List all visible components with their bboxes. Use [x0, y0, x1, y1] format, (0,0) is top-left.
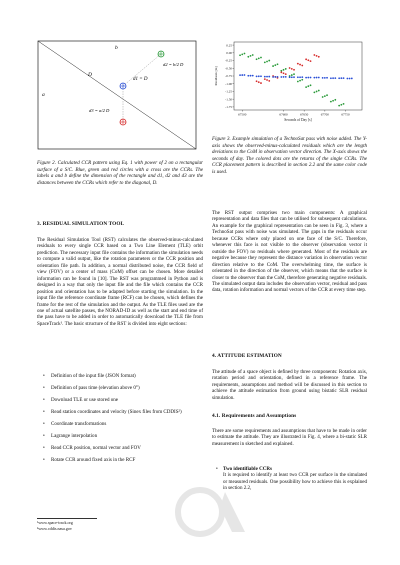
data-point: [299, 80, 301, 82]
data-point: [326, 94, 328, 96]
label-b: b: [115, 45, 118, 51]
data-point: [291, 74, 293, 76]
data-point: [322, 96, 324, 98]
data-point: [293, 69, 295, 71]
y-tick-label: -0.25: [225, 58, 232, 63]
y-tick-label: -0.50: [225, 66, 232, 71]
watermark-logo: [170, 482, 260, 542]
ccr-red: [120, 119, 126, 125]
data-point: [301, 76, 303, 78]
data-point: [244, 74, 246, 76]
data-point: [239, 54, 241, 56]
y-tick-label: -1.25: [225, 89, 232, 94]
data-point: [332, 100, 334, 102]
data-point: [272, 76, 274, 78]
data-point: [283, 72, 285, 74]
data-point: [307, 85, 309, 87]
bullet-text: It is required to identify at least two CCR per surface in the simulated or measured residuals. One possibility how to achieve this is explained in section 2.2,: [223, 472, 367, 492]
data-point: [274, 76, 276, 78]
data-point: [316, 77, 318, 79]
data-point: [268, 80, 270, 82]
data-point: [297, 63, 299, 65]
y-tick-label: -0.75: [225, 74, 232, 79]
label-D: D: [88, 72, 92, 78]
data-point: [293, 76, 295, 78]
list-item: • Coordinate transformations: [42, 421, 200, 427]
data-point: [266, 76, 268, 78]
data-point: [264, 61, 266, 63]
data-point: [277, 76, 279, 78]
data-point: [322, 77, 324, 79]
data-point: [334, 77, 336, 79]
data-point: [347, 78, 349, 80]
data-point: [318, 77, 320, 79]
data-point: [252, 54, 254, 56]
data-point: [283, 76, 285, 78]
data-point: [260, 75, 262, 77]
data-point: [260, 82, 262, 84]
bullet-title: Two identifiable CCRs: [223, 466, 272, 472]
data-point: [291, 68, 293, 70]
figure-2-caption: Figure 2. Calculated CCR pattern using Eq. 1 with power of 2 on a rectangular surface of a S/C. Blue, green and red circles with a cross are the CCRs. The labels a and b define the dimension of the rectangle and d1, d2 and d3 are the distances between the CCRs which refer to the diagonal, D.: [37, 160, 203, 186]
data-point: [268, 60, 270, 62]
ccr-blue: [120, 83, 126, 89]
data-point: [310, 84, 312, 86]
data-point: [256, 75, 258, 77]
data-point: [340, 104, 342, 106]
y-tick-label: 0.00: [226, 51, 232, 56]
rst-section-list: [42, 373, 200, 469]
data-point: [247, 56, 249, 58]
y-tick-label: -1.75: [225, 105, 232, 110]
data-point: [241, 74, 243, 76]
data-point: [268, 76, 270, 78]
data-point: [258, 81, 260, 83]
rst-output-paragraph: The RST output comprises two main components: A graphical representation and data files that can be utilised for subsequent calculations. An example for the graphical representation can be seen in Fig. 3, where a TechnoSat pass with noise was simulated. The gaps in the residuals occur because CCRs where only placed on one face of the S/C. Therefore, whenever this face is not visible to the observer (observation vector it outside the FOV) no residuals where generated. Most of the residuals are negative because they represent the distance variation in observation vector direction relative to the CoM. The overwhelming time, the surface is orientated in the direction of the observer, which means that the surface is closer to the observer than the CoM, therefore generating negative residuals. The simulated output data includes the observation vector, residual and pass data, rotation information and normal vectors of the CCR at every time step.: [212, 210, 367, 294]
data-point: [280, 76, 282, 78]
data-point: [299, 64, 301, 66]
y-axis-label: Residuals [m]: [214, 66, 218, 86]
data-point: [297, 76, 299, 78]
footnote-rule: [37, 518, 97, 519]
data-point: [340, 77, 342, 79]
data-point: [301, 65, 303, 67]
data-point: [305, 77, 307, 79]
data-point: [280, 71, 282, 73]
data-point: [351, 78, 353, 80]
data-point: [256, 80, 258, 82]
footnote-1: ¹www.space-track.org: [37, 520, 73, 525]
data-point: [343, 103, 345, 105]
data-point: [280, 70, 282, 72]
label-d3: d3 = a/2 D: [89, 108, 110, 113]
data-point: [338, 105, 340, 107]
x-tick-label: 67700: [320, 112, 329, 117]
section-3-paragraph: The Residual Simulation Tool (RST) calculates the observed-minus-calculated residuals to every single CCR based on a Two Line Element (TLE) orbit prediction. The necessary input file contains the information the simulation needs to compute a valid output, like the rotation parameters or the CCR position and orientation file path. In addition, a normal distributed noise, the CCR field of view (FOV) or a center of mass (CoM) offset can be chosen. More detailed information can be found in [10]. The RST was programmed in Python and is designed in a way that only the input file and the file which contains the CCR position and orientation has to be adapted before starting the simulation. In the input file the reference coordinate frame (RCF) can be chosen, which defines the frame for the rest of the simulation and the output. As the TLE files used are the one of actual satellite passes, the NORAD-ID as well as the start and end time of the pass have to be added in order to automatically download the TLE file from SpaceTrack¹. The basic structure of the RST is divided into eight sections:: [37, 237, 203, 327]
ccr-green: [158, 51, 164, 57]
diagonal-line: [38, 41, 196, 149]
label-a: a: [42, 92, 45, 98]
data-point: [244, 53, 246, 55]
list-item: • Read CCR position, normal vector and FOV: [42, 445, 200, 451]
data-point: [274, 64, 276, 66]
section-4-heading: 4. ATTITUDE ESTIMATION: [212, 353, 282, 359]
data-point: [293, 73, 295, 75]
data-point: [289, 76, 291, 78]
data-point: [332, 77, 334, 79]
data-point: [291, 76, 293, 78]
data-point: [285, 76, 287, 78]
data-point: [299, 76, 301, 78]
data-point: [289, 67, 291, 69]
section-4-1-paragraph: There are some requirements and assumptions that have to be made in order to estimate the attitude. They are illustrated in Fig. 4, where a bi-static SLR measurement in sketched and explained.: [212, 428, 367, 447]
data-point: [305, 86, 307, 88]
figure-3-caption: Figure 3. Example simulation of a TechnoSat pass with noise added. The Y-axis shows the observed-minus-calculated residuals which are the length deviations to the CoM in observation vector direction. The X-axis shows the seconds of day. The colored dots are the returns of the single CCRs. The CCR placement pattern is described in section 2.2 and the same color code is used.: [212, 136, 367, 175]
y-tick-label: -1.50: [225, 97, 232, 102]
data-point: [266, 79, 268, 81]
section-4-paragraph: The attitude of a space object is defined by three components: Rotation axis, rotation period and orientation, defined in a reference frame. The requirements, assumptions and method will be discussed in this section to achieve the attitude estimation from ground using bistatic SLR residual simulation.: [212, 369, 367, 401]
data-point: [330, 77, 332, 79]
data-point: [301, 79, 303, 81]
data-point: [307, 77, 309, 79]
data-point: [307, 59, 309, 61]
data-point: [305, 58, 307, 60]
y-tick-label: -1.00: [225, 81, 232, 86]
x-tick-label: 67500: [238, 112, 247, 117]
data-point: [316, 55, 318, 57]
data-point: [283, 69, 285, 71]
x-tick-label: 67650: [300, 112, 309, 117]
data-point: [330, 101, 332, 103]
data-point: [256, 58, 258, 60]
data-point: [316, 91, 318, 93]
data-point: [264, 76, 266, 78]
data-point: [252, 75, 254, 77]
list-item: • Rotate CCR around fixed axis in the RCF: [42, 457, 200, 463]
data-point: [266, 61, 268, 63]
figure-3-residual-plot: [212, 38, 367, 130]
data-point: [313, 91, 315, 93]
section-4-1-heading: 4.1. Requirements and Assumptions: [212, 413, 297, 419]
data-point: [318, 90, 320, 92]
data-point: [310, 60, 312, 62]
requirement-bullet: • Two identifiable CCRs It is required to identify at least two CCR per surface in the simulated or measured residuals. One possibility how to achieve this is explained in section 2.2,: [216, 466, 367, 492]
data-point: [250, 55, 252, 57]
footnote-2: ²www.cddis.nasa.gov: [37, 526, 72, 531]
label-d1: d1 = D: [133, 77, 148, 82]
data-point: [318, 56, 320, 58]
list-item: • Download TLE or use stored one: [42, 397, 200, 403]
data-point: [349, 78, 351, 80]
list-item: • Definition of pass time (elevation above 0°): [42, 385, 200, 391]
data-point: [334, 99, 336, 101]
x-tick-label: 67600: [279, 112, 288, 117]
data-point: [313, 77, 315, 79]
data-point: [313, 54, 315, 56]
data-point: [239, 74, 241, 76]
data-point: [258, 75, 260, 77]
x-tick-label: 67750: [341, 112, 350, 117]
section-3-heading: 3. RESIDUAL SIMULATION TOOL: [37, 221, 125, 227]
data-point: [258, 57, 260, 59]
data-point: [277, 63, 279, 65]
figure-2-ccr-pattern: [37, 40, 197, 150]
data-point: [241, 53, 243, 55]
data-point: [338, 77, 340, 79]
data-point: [310, 77, 312, 79]
list-item: • Definition of the input file (JSON format): [42, 373, 200, 379]
data-point: [260, 57, 262, 59]
data-point: [285, 73, 287, 75]
data-point: [326, 77, 328, 79]
list-item: • Lagrange interpolation: [42, 433, 200, 439]
label-d2: d2 = b/2 D: [163, 62, 184, 67]
list-item: • Read station coordinates and velocity (Sinex files from CDDIS²): [42, 409, 200, 415]
y-tick-label: 0.25: [226, 43, 232, 48]
data-point: [247, 75, 249, 77]
data-point: [272, 65, 274, 67]
data-point: [343, 77, 345, 79]
data-point: [285, 68, 287, 70]
data-point: [250, 75, 252, 77]
x-axis-label: Seconds of Day [s]: [284, 118, 312, 122]
data-point: [324, 95, 326, 97]
data-point: [324, 77, 326, 79]
data-point: [264, 78, 266, 80]
data-point: [297, 81, 299, 83]
